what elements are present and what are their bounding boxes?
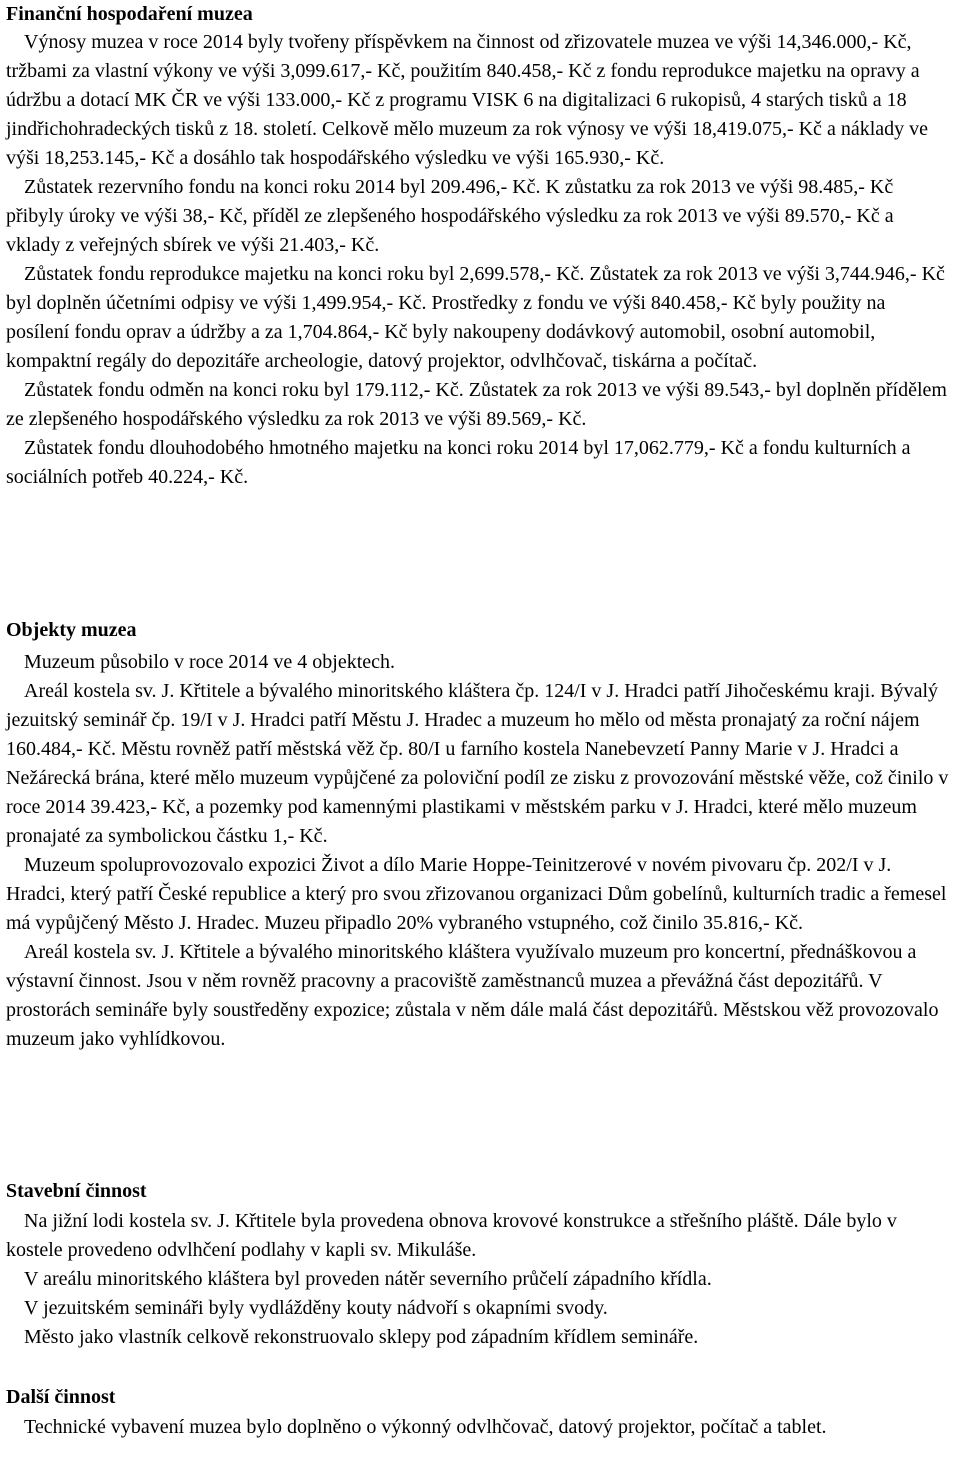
paragraph: Areál kostela sv. J. Křtitele a bývalého minoritského kláštera využívalo muzeum pro koncertní, přednáškovou a výstavní činnost. Jsou v něm rovněž pracovny a pracoviště zaměstnanců muzea a převážná část depozitářů. V prostorách semináře byly soustředěny expozice; zůstala v něm dále malá část depozitářů. Městskou věž provozovalo muzeum jako vyhlídkovou. [6, 941, 939, 1050]
paragraph: Technické vybavení muzea bylo doplněno o výkonný odvlhčovač, datový projektor, počítač a tablet. [24, 1416, 827, 1438]
paragraph: Muzeum působilo v roce 2014 ve 4 objektech. [24, 651, 396, 673]
paragraph: Zůstatek fondu dlouhodobého hmotného majetku na konci roku 2014 byl 17,062.779,- Kč a fondu kulturních a sociálních potřeb 40.224,- Kč. [6, 437, 911, 488]
paragraph: Město jako vlastník celkově rekonstruovalo sklepy pod západním křídlem semináře. [24, 1326, 699, 1348]
section-heading-finance: Finanční hospodaření muzea [6, 3, 253, 25]
paragraph: Areál kostela sv. J. Křtitele a bývalého minoritského kláštera čp. 124/I v J. Hradci patří Jihočeskému kraji. Bývalý jezuitský seminář čp. 19/I v J. Hradci patří Městu J. Hradec a muzeum ho mělo od města pronajatý za roční nájem 160.484,- Kč. Městu rovněž patří městská věž čp. 80/I u farního kostela Nanebevzetí Panny Marie v J. Hradci a Nežárecká brána, které mělo muzeum vypůjčené za poloviční podíl ze zisku z provozování městské věže, což činilo v roce 2014 39.423,- Kč, a pozemky pod kamennými plastikami v městském parku v J. Hradci, které mělo muzeum pronajaté za symbolickou částku 1,- Kč. [6, 680, 949, 847]
paragraph: Muzeum spoluprovozovalo expozici Život a dílo Marie Hoppe-Teinitzerové v novém pivovaru čp. 202/I v J. Hradci, který patří České republice a který pro svou zřizovanou organizaci Dům gobelínů, kulturních tradic a řemesel má vypůjčený Město J. Hradec. Muzeu připadlo 20% vybraného vstupného, což činilo 35.816,- Kč. [6, 854, 947, 934]
section-other-activity [6, 1385, 950, 1442]
section-construction-activity [6, 1179, 950, 1352]
paragraph: Zůstatek fondu reprodukce majetku na konci roku byl 2,699.578,- Kč. Zůstatek za rok 2013 ve výši 3,744.946,- Kč byl doplněn účetními odpisy ve výši 1,499.954,- Kč. Prostředky z fondu ve výši 840.458,- Kč byly použity na posílení fondu oprav a údržby a za 1,704.864,- Kč byly nakoupeny dodávkový automobil, osobní automobil, kompaktní regály do depozitáře archeologie, datový projektor, odvlhčovač, tiskárna a počítač. [6, 263, 945, 372]
paragraph: Zůstatek rezervního fondu na konci roku 2014 byl 209.496,- Kč. K zůstatku za rok 2013 ve výši 98.485,- Kč přibyly úroky ve výši 38,- Kč, příděl ze zlepšeného hospodářského výsledku za rok 2013 ve výši 89.570,- Kč a vklady z veřejných sbírek ve výši 21.403,- Kč. [6, 176, 894, 256]
paragraph: Na jižní lodi kostela sv. J. Křtitele byla provedena obnova krovové konstrukce a střešního pláště. Dále bylo v kostele provedeno odvlhčení podlahy v kapli sv. Mikuláše. [6, 1210, 897, 1261]
paragraph: Zůstatek fondu odměn na konci roku byl 179.112,- Kč. Zůstatek za rok 2013 ve výši 89.543,- byl doplněn přídělem ze zlepšeného hospodářského výsledku za rok 2013 ve výši 89.569,- Kč. [6, 379, 947, 430]
paragraph: V jezuitském semináři byly vydlážděny kouty nádvoří s okapními svody. [24, 1297, 608, 1319]
section-heading-building: Stavební činnost [6, 1180, 147, 1202]
section-heading-objects: Objekty muzea [6, 619, 137, 641]
section-heading-other: Další činnost [6, 1386, 116, 1408]
section-museum-objects [6, 618, 950, 1054]
paragraph: Výnosy muzea v roce 2014 byly tvořeny příspěvkem na činnost od zřizovatele muzea ve výši 14,346.000,- Kč, tržbami za vlastní výkony ve výši 3,099.617,- Kč, použitím 840.458,- Kč z fondu reprodukce majetku na opravy a údržbu a dotací MK ČR ve výši 133.000,- Kč z programu VISK 6 na digitalizaci 6 rukopisů, 4 starých tisků a 18 jindřichohradeckých tisků z 18. století. Celkově mělo muzeum za rok výnosy ve výši 18,419.075,- Kč a náklady ve výši 18,253.145,- Kč a dosáhlo tak hospodářského výsledku ve výši 165.930,- Kč. [6, 31, 929, 169]
section-financial-management [6, 2, 950, 492]
paragraph: V areálu minoritského kláštera byl proveden nátěr severního průčelí západního křídla. [24, 1268, 712, 1290]
